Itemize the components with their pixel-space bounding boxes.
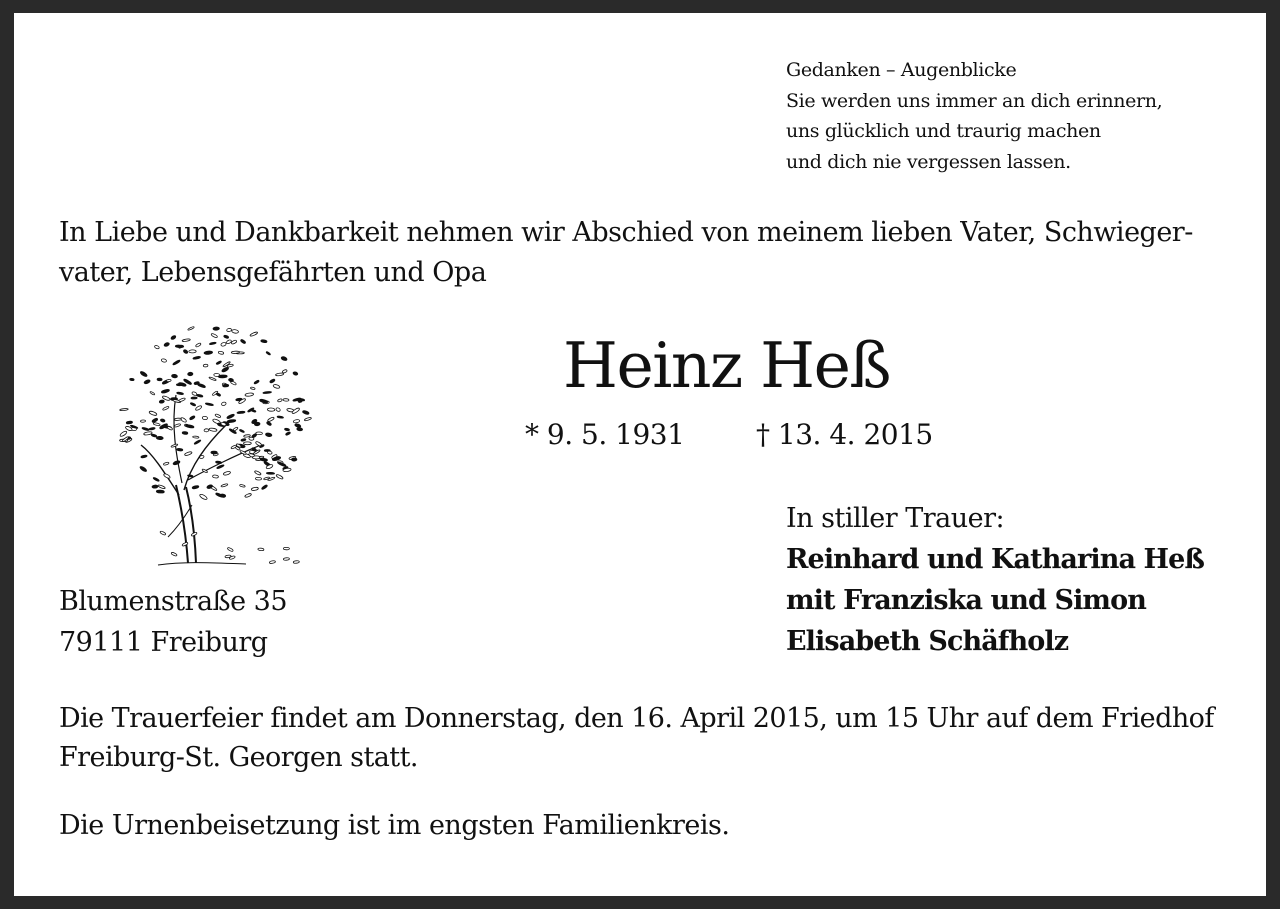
tree-leaf [177, 448, 183, 451]
tree-leaf [161, 358, 167, 362]
address-street: Blumenstraße 35 [59, 586, 287, 617]
tree-leaf [193, 436, 199, 438]
birth-date: * 9. 5. 1931 [525, 418, 685, 451]
tree-leaf [221, 402, 226, 406]
tree-leaf [223, 384, 229, 387]
tree-leaf [273, 384, 280, 389]
tree-leaf [263, 391, 272, 394]
tree-leaf [221, 366, 229, 372]
deceased-name: Heinz Heß [563, 329, 890, 402]
tree-leaf [284, 428, 289, 431]
tree-leaf [126, 421, 133, 424]
tree-leaf [179, 398, 186, 403]
tree-leaf [173, 460, 181, 465]
tree-leaf [174, 423, 181, 427]
tree-leaf [194, 439, 201, 444]
poem-line: Sie werden uns immer an dich erinnern, [786, 89, 1163, 112]
tree-leaf [244, 434, 251, 437]
tree-leaf [159, 423, 168, 430]
intro-text [59, 213, 1229, 293]
tree-leaf [183, 349, 188, 354]
tree-leaf [228, 378, 233, 382]
tree-leaf [150, 391, 155, 395]
tree-leaf [120, 408, 129, 411]
tree-leaf [281, 356, 288, 361]
tree-leaf [157, 378, 162, 381]
tree-leaf [269, 379, 275, 384]
tree-leaf [209, 428, 217, 432]
tree-leaf [221, 483, 228, 487]
tree-leaf [239, 484, 245, 487]
tree-leaf [275, 407, 280, 412]
tree-leaf [244, 493, 251, 498]
tree-leaf [149, 410, 158, 416]
burial-info: Die Urnenbeisetzung ist im engsten Familienkreis. [59, 810, 730, 841]
tree-leaf [215, 492, 223, 497]
tree-leaf [152, 418, 159, 423]
tree-leaf [161, 389, 170, 394]
tree-leaf [266, 472, 274, 474]
funeral-info [59, 699, 1239, 777]
tree-leaf [216, 361, 222, 365]
tree-leaf [188, 326, 195, 330]
tree-leaf [250, 331, 258, 336]
fallen-leaf [258, 548, 264, 551]
tree-leaf [254, 380, 260, 385]
tree-leaf [302, 410, 309, 415]
tree-leaf [202, 416, 208, 420]
funeral-line: Die Trauerfeier findet am Donnerstag, den 16. April 2015, um 15 Uhr auf dem Friedhof [59, 703, 1214, 734]
fallen-leaf [283, 558, 289, 561]
tree-leaf [294, 423, 301, 428]
obituary-notice [14, 13, 1266, 896]
tree-leaf [211, 451, 217, 454]
tree-leaf [266, 351, 271, 355]
fallen-leaf [227, 547, 233, 552]
tree-leaf [196, 394, 203, 398]
tree-leaf [182, 338, 190, 341]
tree-leaf [209, 377, 217, 381]
tree-leaf [188, 372, 193, 376]
tree-leaf [204, 429, 209, 432]
tree-leaf [209, 342, 216, 345]
mourners-heading: In stiller Trauer: [786, 503, 1005, 534]
tree-leaf [245, 393, 254, 397]
tree-leaf [215, 461, 221, 464]
tree-leaf [261, 484, 268, 490]
tree-leaf [156, 436, 163, 439]
mourner-name: Elisabeth Schäfholz [786, 626, 1069, 657]
tree-leaf [170, 335, 176, 340]
tree-leaf [191, 397, 197, 399]
tree-leaf [185, 424, 194, 428]
tree-leaf [212, 475, 218, 478]
tree-leaf [276, 474, 284, 480]
tree-leaf [304, 417, 312, 421]
poem [786, 55, 1162, 177]
tree-leaf [172, 359, 180, 365]
tree-leaf [254, 422, 260, 426]
tree-leaf [192, 391, 198, 396]
tree-leaf [211, 333, 218, 338]
address [59, 581, 287, 663]
tree-leaf [240, 339, 246, 344]
tree-leaf [293, 371, 298, 375]
tree-leaf [197, 383, 206, 388]
fallen-leaf [171, 552, 177, 557]
tree-leaf [267, 417, 274, 423]
tree-leaf [189, 350, 197, 353]
intro-line: vater, Lebensgefährten und Opa [59, 257, 487, 288]
mourner-name: Reinhard und Katharina Heß [786, 544, 1205, 575]
tree-leaf [251, 487, 258, 491]
poem-line: uns glücklich und traurig machen [786, 120, 1101, 142]
tree-leaf [255, 477, 261, 480]
tree-leaf [140, 371, 148, 378]
tree-leaf [291, 407, 300, 414]
tree-leaf [174, 418, 181, 421]
tree-leaf [204, 351, 213, 355]
tree-leaf [227, 419, 236, 423]
tree-leaf [140, 420, 145, 423]
tree-leaf [267, 451, 272, 455]
tree-leaf [195, 405, 202, 411]
poem-line: und dich nie vergessen lassen. [786, 150, 1071, 173]
tree-leaf [203, 364, 208, 367]
tree-leaf [163, 462, 169, 466]
tree-leaf [193, 356, 201, 360]
tree-leaf [158, 484, 166, 489]
tree-leaf [252, 433, 258, 438]
tree-leaf [231, 351, 240, 354]
tree-leaf [141, 455, 148, 458]
tree-leaf [231, 329, 238, 333]
tree-leaf [144, 379, 151, 384]
tree-leaf [177, 392, 184, 395]
tree-illustration [96, 305, 326, 573]
tree-leaf [166, 379, 171, 382]
tree-leaf [159, 400, 164, 404]
fallen-leaf [283, 547, 289, 550]
tree-leaf [164, 342, 170, 347]
tree-leaf [216, 393, 221, 397]
tree-leaf [151, 434, 157, 438]
poem-line: Gedanken – Augenblicke [786, 59, 1017, 81]
tree-leaf [226, 414, 234, 420]
tree-leaf [175, 345, 183, 348]
tree-leaf [254, 470, 261, 475]
tree-leaf [265, 433, 272, 438]
tree-leaf [205, 403, 213, 406]
tree-leaf [266, 421, 272, 426]
tree-leaf [226, 328, 231, 332]
tree-leaf [267, 408, 275, 412]
fallen-leaf [269, 560, 275, 563]
tree-leaf [154, 345, 160, 349]
tree-leaf [142, 427, 150, 431]
intro-line: In Liebe und Dankbarkeit nehmen wir Abschied von meinem lieben Vater, Schwieger- [59, 217, 1193, 248]
tree-leaf [199, 493, 208, 500]
tree-leaf [218, 351, 224, 355]
tree-leaf [239, 429, 244, 433]
tree-leaf [223, 335, 229, 339]
tree-leaf [282, 369, 287, 373]
tree-icon [96, 305, 326, 573]
mourners [786, 498, 1204, 662]
tree-leaf [160, 419, 165, 423]
tree-leaf [213, 327, 220, 331]
tree-leaf [215, 414, 221, 418]
fallen-leaf [191, 532, 197, 537]
mourner-name: mit Franziska und Simon [786, 585, 1146, 616]
tree-leaf [152, 485, 158, 489]
fallen-leaf [293, 560, 299, 563]
tree-leaf [119, 430, 127, 437]
tree-leaf [223, 471, 231, 476]
tree-leaf [220, 342, 226, 347]
death-date: † 13. 4. 2015 [756, 418, 933, 451]
tree-leaf [162, 406, 169, 411]
tree-leaf [241, 438, 246, 441]
tree-leaf [139, 466, 147, 473]
tree-leaf [153, 422, 160, 426]
tree-leaf [182, 431, 188, 434]
fallen-leaf [160, 531, 166, 536]
tree-leaf [149, 427, 155, 430]
tree-leaf [293, 419, 300, 423]
tree-leaf [259, 399, 268, 404]
tree-leaf [156, 490, 164, 493]
tree-leaf [171, 444, 178, 448]
tree-leaf [130, 378, 135, 381]
tree-leaf [167, 426, 173, 431]
address-city: 79111 Freiburg [59, 627, 268, 658]
tree-leaf [244, 442, 252, 445]
tree-leaf [163, 473, 171, 479]
tree-leaf [189, 415, 195, 420]
tree-leaf [297, 427, 303, 431]
funeral-line: Freiburg-St. Georgen statt. [59, 742, 418, 773]
tree-leaf [153, 477, 160, 482]
tree-leaf [283, 399, 289, 402]
tree-leaf [184, 451, 192, 456]
tree-leaf [250, 387, 255, 390]
tree-leaf [171, 374, 177, 378]
tree-leaf [261, 339, 268, 343]
tree-leaf [218, 375, 227, 378]
tree-leaf [275, 373, 283, 377]
tree-leaf [190, 402, 196, 406]
tree-leaf [195, 343, 201, 348]
tree-leaf [192, 485, 199, 489]
tree-leaf [291, 458, 297, 461]
tree-leaf [260, 458, 268, 462]
tree-leaf [277, 398, 282, 402]
tree-leaf [231, 340, 237, 345]
tree-leaf [226, 339, 232, 344]
tree-leaf [285, 431, 290, 435]
tree-leaf [277, 416, 284, 419]
tree-leaf [237, 411, 245, 414]
